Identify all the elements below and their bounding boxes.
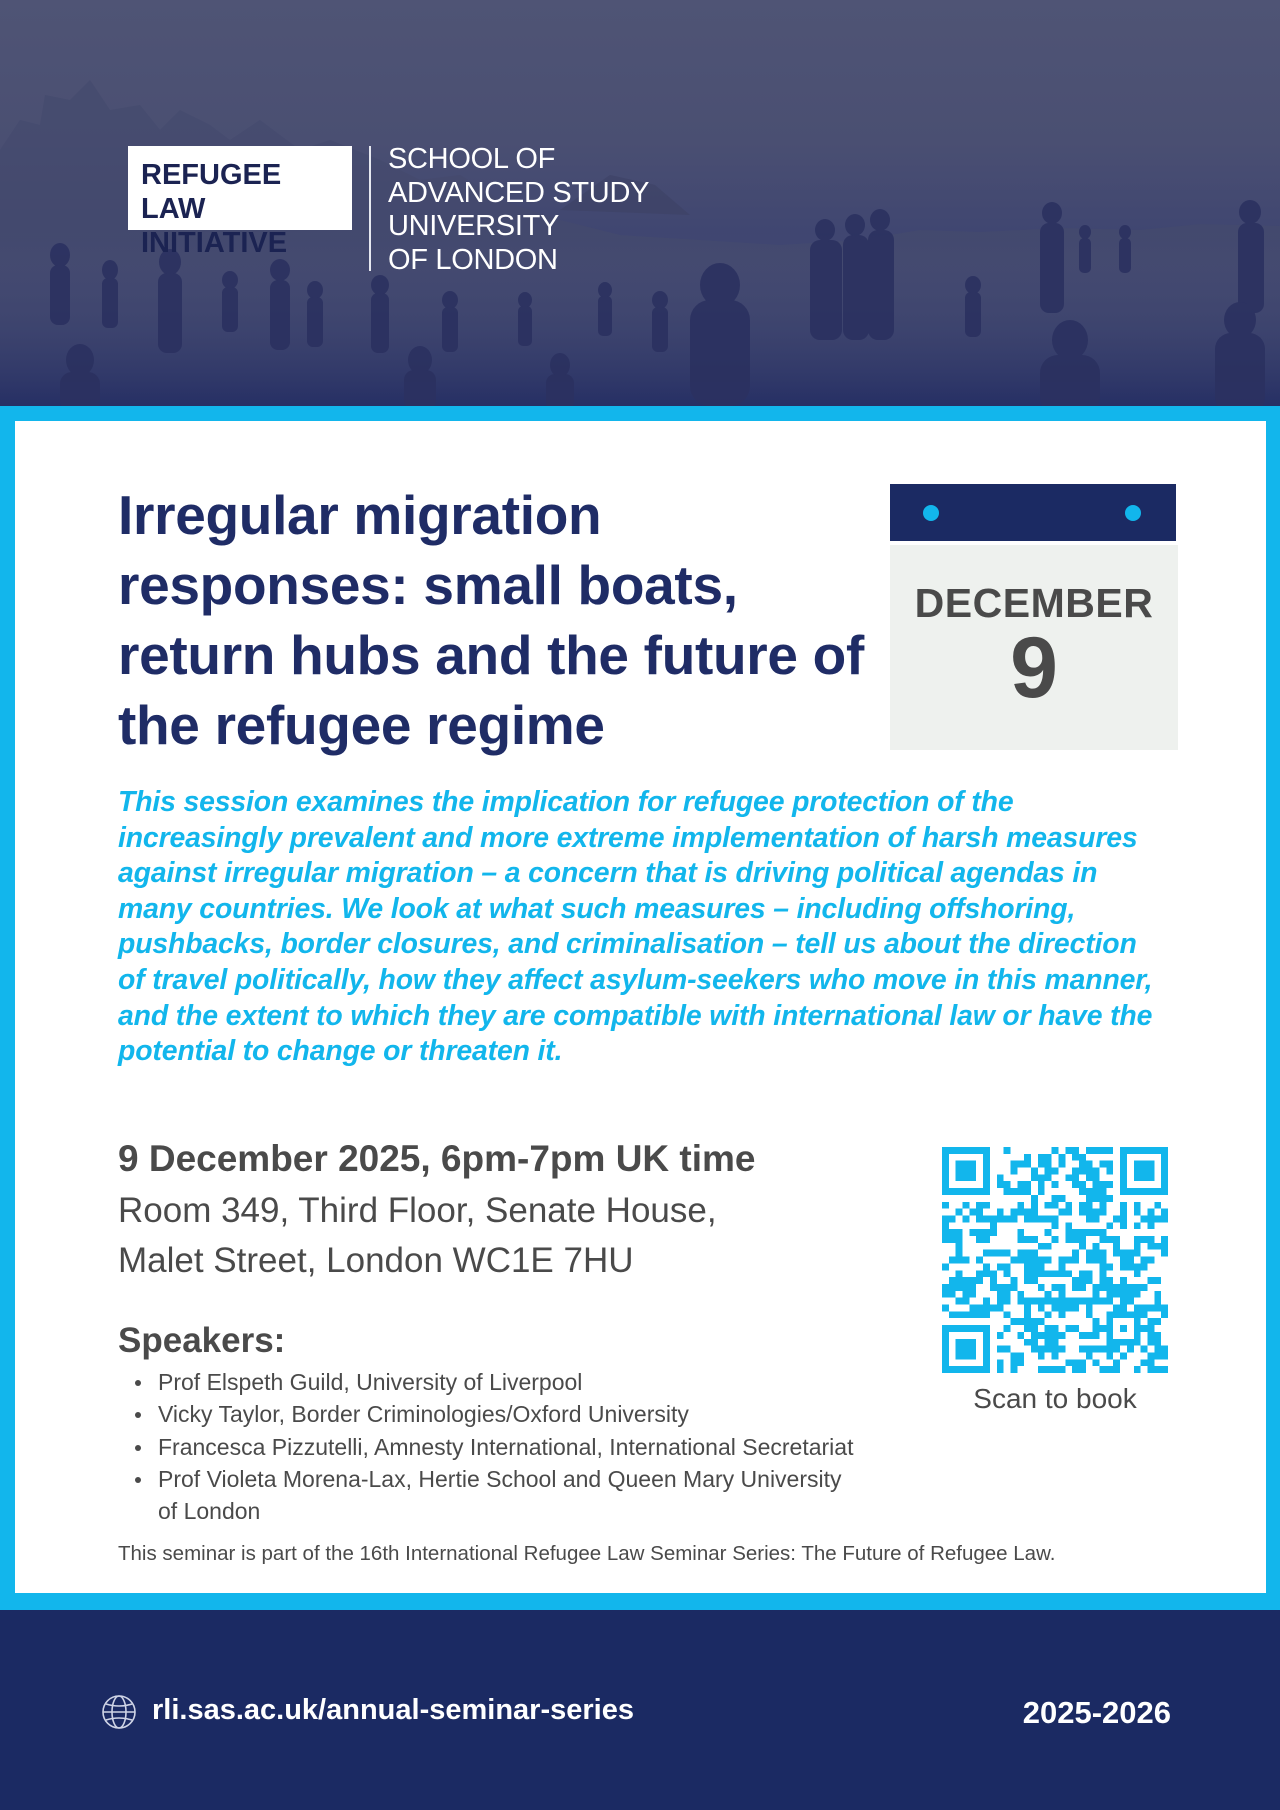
logo-divider [369, 146, 371, 271]
calendar-day: 9 [1010, 620, 1058, 716]
globe-icon [101, 1694, 137, 1730]
calendar-body [890, 545, 1178, 750]
calendar-ring-dot [1125, 505, 1141, 521]
event-title: Irregular migration responses: small boats, return hubs and the future of the refugee regime [118, 484, 864, 756]
speaker-item: Prof Elspeth Guild, University of Liverpool [158, 1366, 978, 1398]
sas-logo [388, 143, 649, 277]
speaker-item: Vicky Taylor, Border Criminologies/Oxford University [158, 1398, 978, 1430]
rli-logo-line2: INITIATIVE [141, 227, 288, 259]
speaker-item: Prof Violeta Morena-Lax, Hertie School and Queen Mary University of London [158, 1463, 978, 1528]
speakers-heading: Speakers: [118, 1321, 286, 1360]
venue-line: Room 349, Third Floor, Senate House, [118, 1191, 717, 1230]
speakers-list [118, 1366, 978, 1527]
series-years: 2025-2026 [1022, 1695, 1171, 1730]
venue-line: Malet Street, London WC1E 7HU [118, 1241, 634, 1280]
website-link[interactable]: rli.sas.ac.uk/annual-seminar-series [152, 1694, 634, 1726]
hero-banner [0, 0, 1280, 406]
event-venue [118, 1186, 717, 1286]
calendar-month: DECEMBER [914, 580, 1154, 626]
calendar-widget [890, 484, 1178, 750]
sas-logo-line: SCHOOL OF [388, 143, 556, 175]
calendar-ring-dot [923, 505, 939, 521]
rli-logo-line1: REFUGEE LAW [141, 159, 282, 225]
event-description: This session examines the implication for refugee protection of the increasingly prevalent and more extreme implementation of harsh measures against irregular migration – a concern that is driving political agendas in many countries. We look at what such measures – including offshoring, pushbacks, border closures, and criminalisation – tell us about the direction of travel politically, how they affect asylum-seekers who move in this manner, and the extent to which they are compatible with international law or have the potential to change or threaten it. [118, 786, 1153, 1068]
booking-qr-code[interactable] [942, 1147, 1168, 1373]
sas-logo-line: OF LONDON [388, 243, 558, 276]
calendar-header [890, 484, 1176, 541]
speaker-item: Francesca Pizzutelli, Amnesty International, International Secretariat [158, 1431, 978, 1463]
qr-caption: Scan to book [973, 1383, 1137, 1414]
sas-logo-line: UNIVERSITY [388, 210, 560, 242]
series-footnote: This seminar is part of the 16th International Refugee Law Seminar Series: The Future of Refugee Law. [118, 1542, 1056, 1565]
rli-logo [128, 146, 352, 259]
sas-logo-line: ADVANCED STUDY [388, 176, 650, 209]
event-datetime: 9 December 2025, 6pm-7pm UK time [118, 1138, 756, 1179]
